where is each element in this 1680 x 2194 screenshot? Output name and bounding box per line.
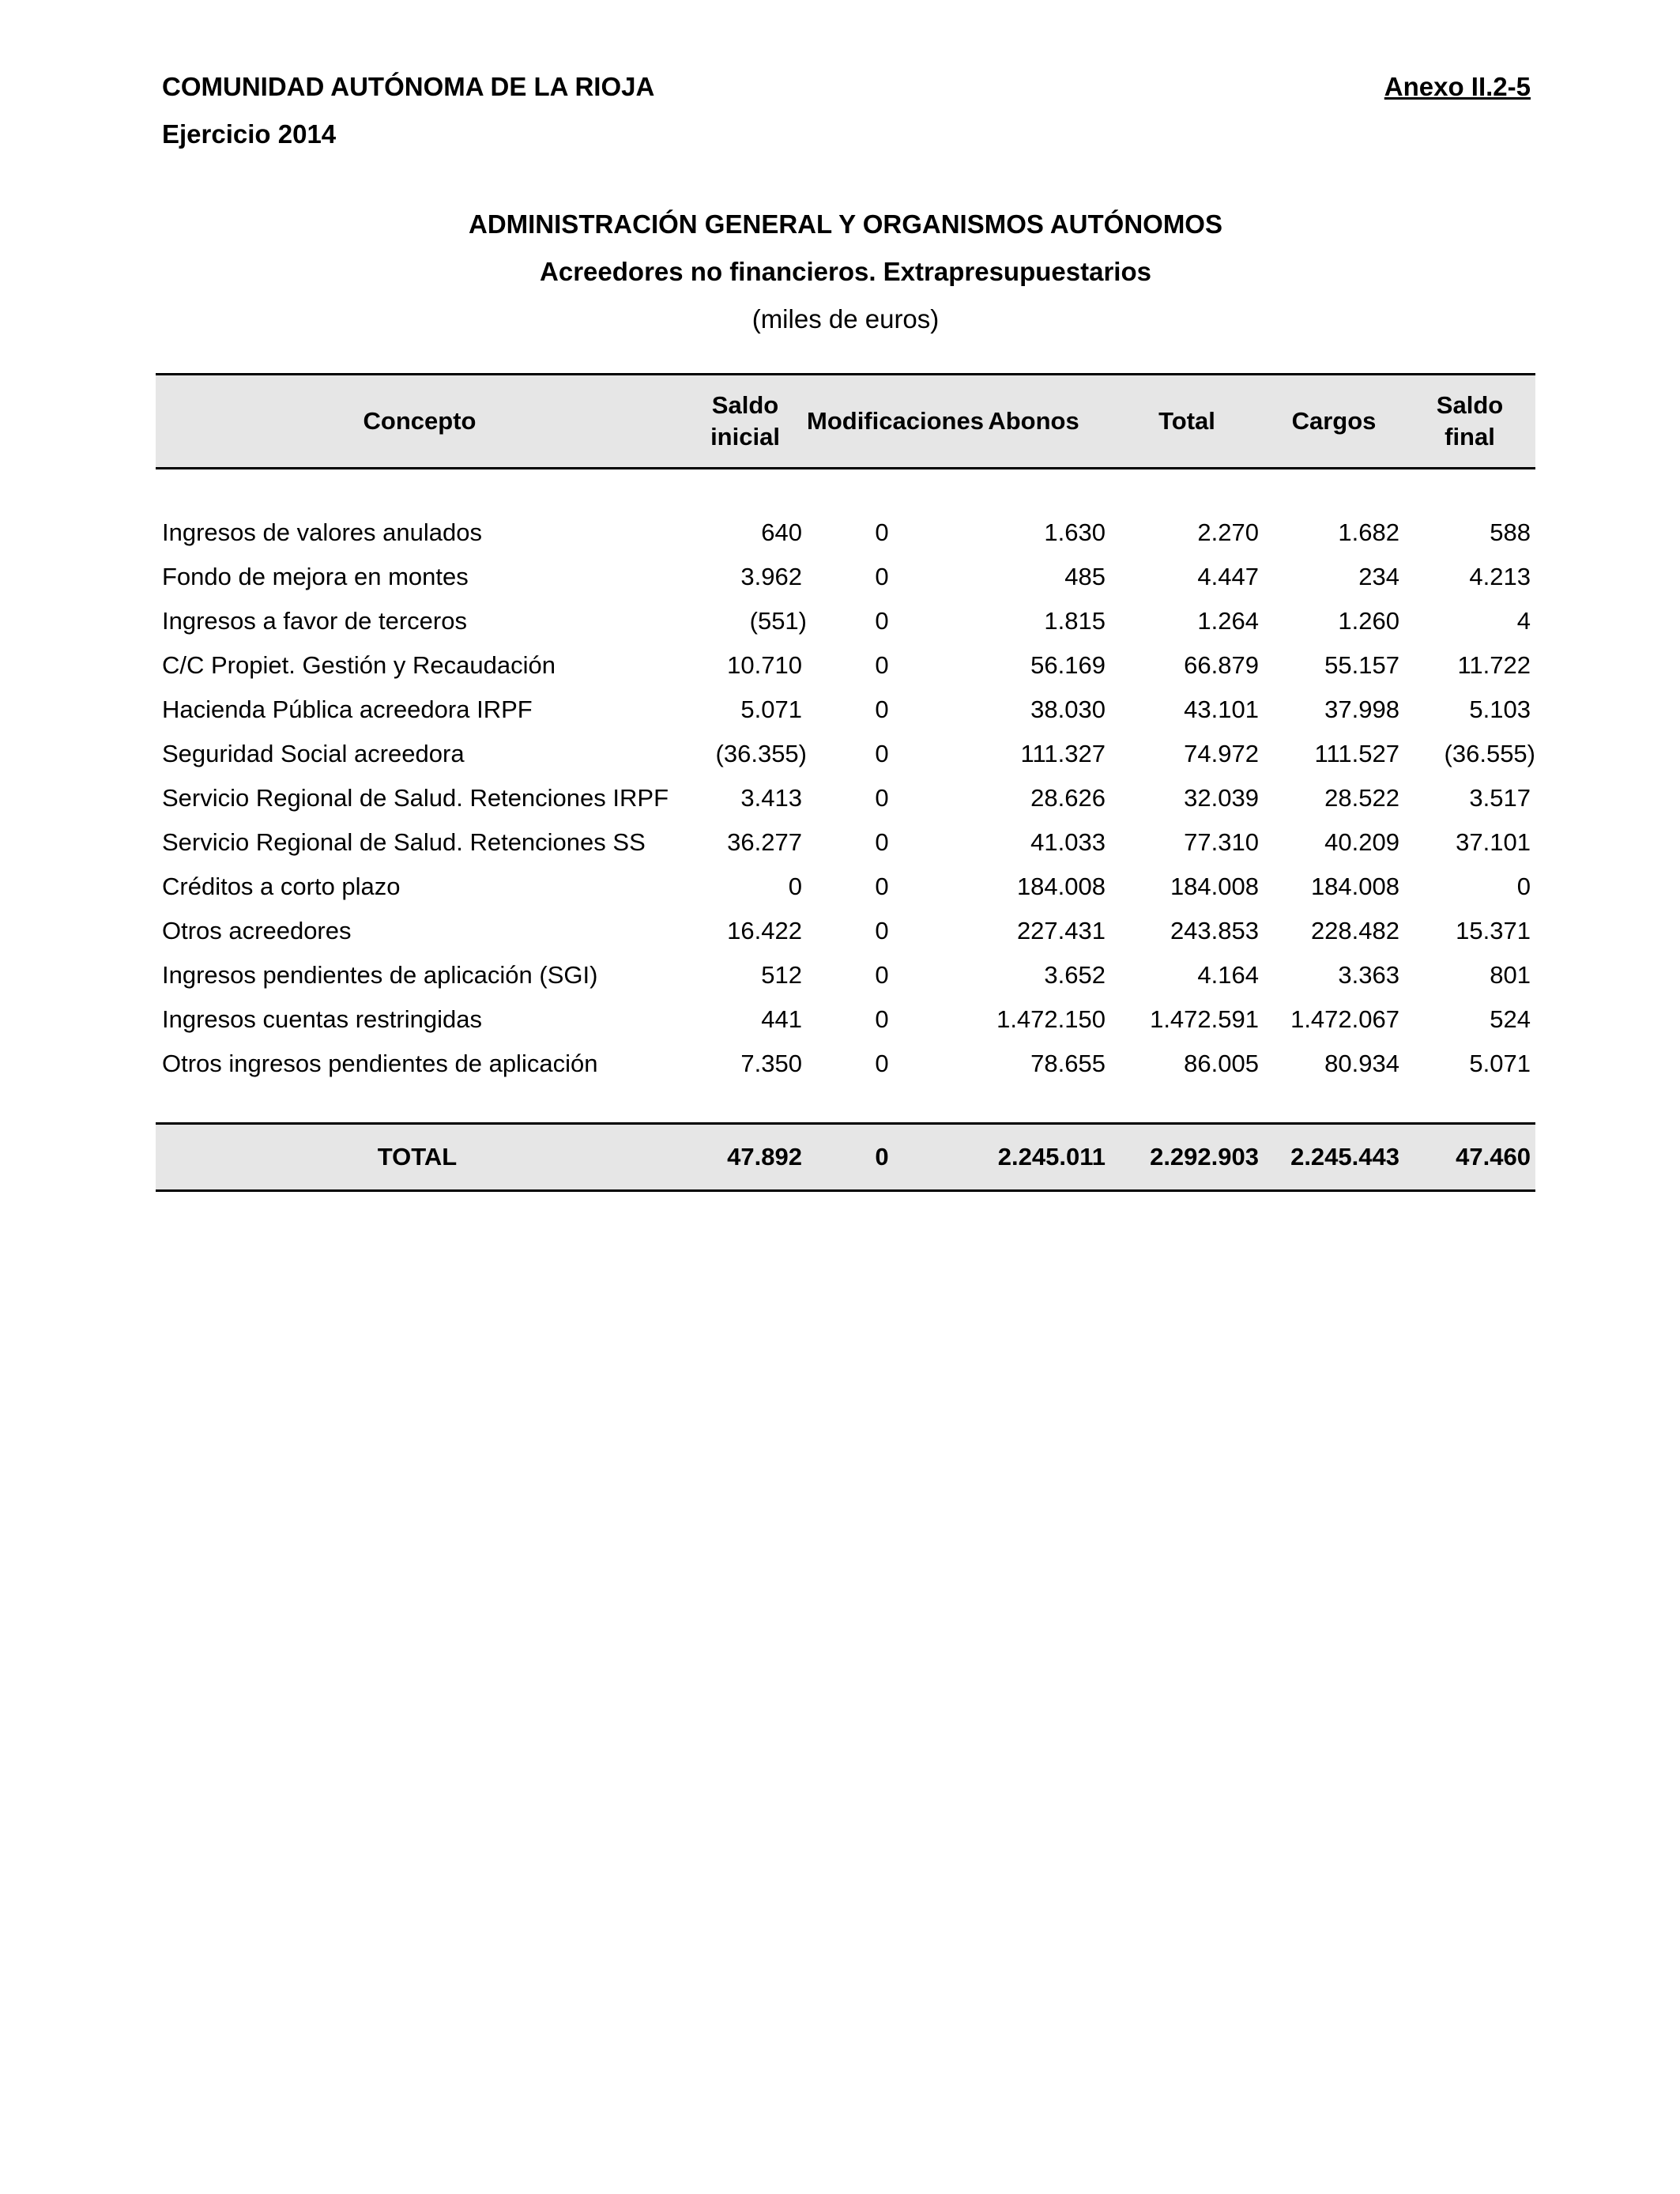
document-titles [158,207,1533,337]
table-row: Ingresos cuentas restringidas 441 0 1.472.150 1.472.591 1.472.067 524 [162,1005,1531,1033]
table-row: C/C Propiet. Gestión y Recaudación 10.710 0 56.169 66.879 55.157 11.722 [162,651,1531,679]
table-row: Hacienda Pública acreedora IRPF 5.071 0 38.030 43.101 37.998 5.103 [162,696,1531,723]
table-row: Otros ingresos pendientes de aplicación 7.350 0 78.655 86.005 80.934 5.071 [162,1050,1531,1077]
table-header-row [156,375,1535,469]
organization-name: COMUNIDAD AUTÓNOMA DE LA RIOJA [162,72,655,101]
table-row: Seguridad Social acreedora (36.355) 0 111.327 74.972 111.527 (36.555) [162,740,1535,767]
units-note: (miles de euros) [751,304,940,334]
annex-reference: Anexo II.2-5 [1384,72,1531,101]
column-header-saldo-final: Saldo final [1404,375,1535,469]
column-header-saldo-inicial: Saldo inicial [684,375,807,469]
table-row: Servicio Regional de Salud. Retenciones SS 36.277 0 41.033 77.310 40.209 37.101 [162,828,1531,856]
table-row: Ingresos a favor de terceros (551) 0 1.815 1.264 1.260 4 [162,607,1531,635]
table-spacer [156,1086,1535,1124]
table-row: Créditos a corto plazo 0 0 184.008 184.008 184.008 0 [162,873,1531,900]
column-header-abonos: Abonos [957,375,1110,469]
creditors-table [156,373,1535,1192]
table-row: Otros acreedores 16.422 0 227.431 243.853 228.482 15.371 [162,917,1531,944]
table-row: Servicio Regional de Salud. Retenciones IRPF 3.413 0 28.626 32.039 28.522 3.517 [162,784,1531,812]
document-subtitle: Acreedores no financieros. Extrapresupuestarios [540,257,1151,286]
table-spacer [156,469,1535,511]
fiscal-year: Ejercicio 2014 [162,119,337,149]
document-title: ADMINISTRACIÓN GENERAL Y ORGANISMOS AUTÓNOMOS [468,209,1222,239]
table-row: Ingresos pendientes de aplicación (SGI) 512 0 3.652 4.164 3.363 801 [162,961,1531,989]
page-header [162,70,1531,156]
column-header-total: Total [1110,375,1264,469]
column-header-cargos: Cargos [1264,375,1404,469]
table-row: Fondo de mejora en montes 3.962 0 485 4.447 234 4.213 [162,563,1531,590]
column-header-concepto: Concepto [156,375,684,469]
column-header-modificaciones: Modificaciones [807,375,957,469]
table-row: Ingresos de valores anulados 640 0 1.630 2.270 1.682 588 [162,518,1531,546]
table-total-row: TOTAL 47.892 0 2.245.011 2.292.903 2.245.443 47.460 [156,1124,1535,1191]
